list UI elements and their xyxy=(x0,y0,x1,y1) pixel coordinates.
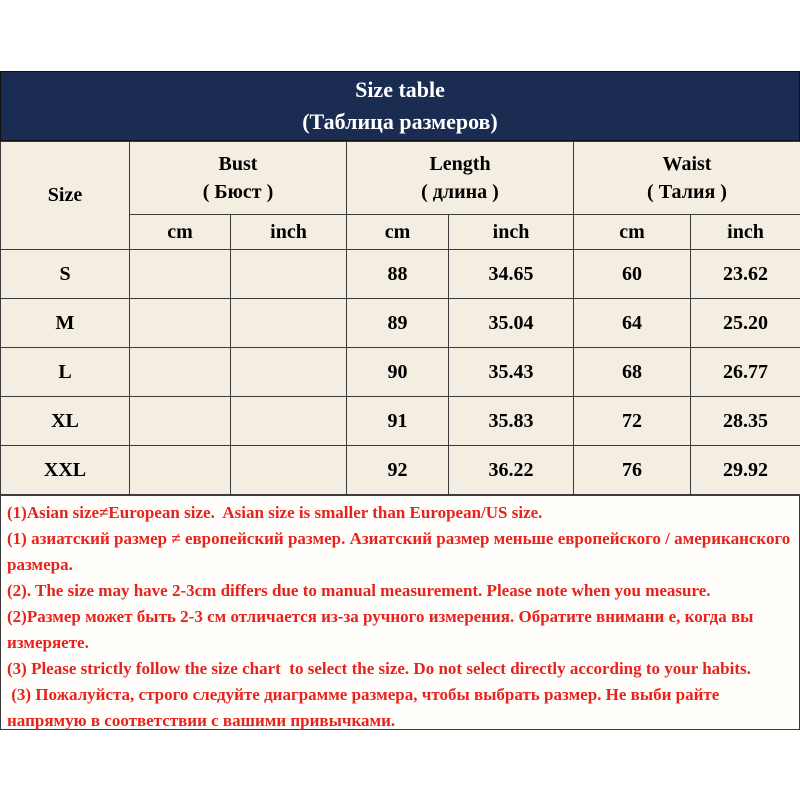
group-subname: ( Талия ) xyxy=(647,180,727,203)
note-1-english: (1)Asian size≠European size. Asian size is smaller than European/US size. xyxy=(7,503,543,522)
group-header-bust xyxy=(130,142,347,215)
table-row xyxy=(1,396,800,445)
bust-inch-cell xyxy=(231,298,347,347)
length-cm-cell: 90 xyxy=(347,347,449,396)
waist-cm-cell: 64 xyxy=(574,298,691,347)
size-cell: L xyxy=(1,347,130,396)
group-subname: ( длина ) xyxy=(421,180,499,203)
waist-inch-cell: 25.20 xyxy=(691,298,800,347)
length-cm-cell: 91 xyxy=(347,396,449,445)
bust-cm-cell xyxy=(130,396,231,445)
size-header: Size xyxy=(1,142,130,250)
size-cell: XXL xyxy=(1,445,130,494)
unit-header: inch xyxy=(231,214,347,249)
group-header-length xyxy=(347,142,574,215)
unit-header: cm xyxy=(347,214,449,249)
length-inch-cell: 36.22 xyxy=(449,445,574,494)
waist-cm-cell: 60 xyxy=(574,249,691,298)
note-2-english: (2). The size may have 2-3cm differs due to manual measurement. Please note when you measure. xyxy=(7,581,711,600)
size-sheet xyxy=(0,71,800,730)
bust-inch-cell xyxy=(231,249,347,298)
size-cell: S xyxy=(1,249,130,298)
size-cell: XL xyxy=(1,396,130,445)
note-2-russian: (2)Размер может быть 2-3 см отличается из-за ручного измерения. Обратите внимани е, когда вы измеряете. xyxy=(7,607,758,652)
unit-header: cm xyxy=(130,214,231,249)
group-header-waist xyxy=(574,142,800,215)
length-inch-cell: 34.65 xyxy=(449,249,574,298)
note-3-english: (3) Please strictly follow the size chart to select the size. Do not select directly according to your habits. xyxy=(7,659,751,678)
bust-cm-cell xyxy=(130,445,231,494)
length-cm-cell: 89 xyxy=(347,298,449,347)
table-row xyxy=(1,249,800,298)
size-notes xyxy=(0,495,800,730)
size-cell: M xyxy=(1,298,130,347)
group-name: Bust xyxy=(218,152,258,175)
length-cm-cell: 92 xyxy=(347,445,449,494)
title-line-russian: (Таблица размеров) xyxy=(302,109,498,134)
title-bar xyxy=(0,71,800,141)
waist-inch-cell: 23.62 xyxy=(691,249,800,298)
waist-cm-cell: 72 xyxy=(574,396,691,445)
size-table xyxy=(0,141,800,495)
unit-header: inch xyxy=(691,214,800,249)
note-1-russian: (1) азиатский размер ≠ европейский размер. Азиатский размер меньше европейского / американского размера. xyxy=(7,529,795,574)
bust-cm-cell xyxy=(130,347,231,396)
waist-cm-cell: 68 xyxy=(574,347,691,396)
length-cm-cell: 88 xyxy=(347,249,449,298)
waist-inch-cell: 29.92 xyxy=(691,445,800,494)
group-name: Length xyxy=(429,152,491,175)
title-line-english: Size table xyxy=(355,77,445,102)
table-row xyxy=(1,445,800,494)
group-name: Waist xyxy=(662,152,712,175)
length-inch-cell: 35.83 xyxy=(449,396,574,445)
waist-inch-cell: 28.35 xyxy=(691,396,800,445)
group-subname: ( Бюст ) xyxy=(202,180,274,203)
bust-inch-cell xyxy=(231,445,347,494)
table-row xyxy=(1,298,800,347)
waist-cm-cell: 76 xyxy=(574,445,691,494)
bust-inch-cell xyxy=(231,396,347,445)
bust-cm-cell xyxy=(130,298,231,347)
unit-header: inch xyxy=(449,214,574,249)
unit-header: cm xyxy=(574,214,691,249)
note-3-russian: (3) Пожалуйста, строго следуйте диаграмме размера, чтобы выбрать размер. Не выби райте напрямую в соответствии с вашими привычками. xyxy=(7,685,724,730)
table-row xyxy=(1,347,800,396)
waist-inch-cell: 26.77 xyxy=(691,347,800,396)
length-inch-cell: 35.43 xyxy=(449,347,574,396)
bust-cm-cell xyxy=(130,249,231,298)
bust-inch-cell xyxy=(231,347,347,396)
length-inch-cell: 35.04 xyxy=(449,298,574,347)
table-group-header-row xyxy=(1,142,800,215)
